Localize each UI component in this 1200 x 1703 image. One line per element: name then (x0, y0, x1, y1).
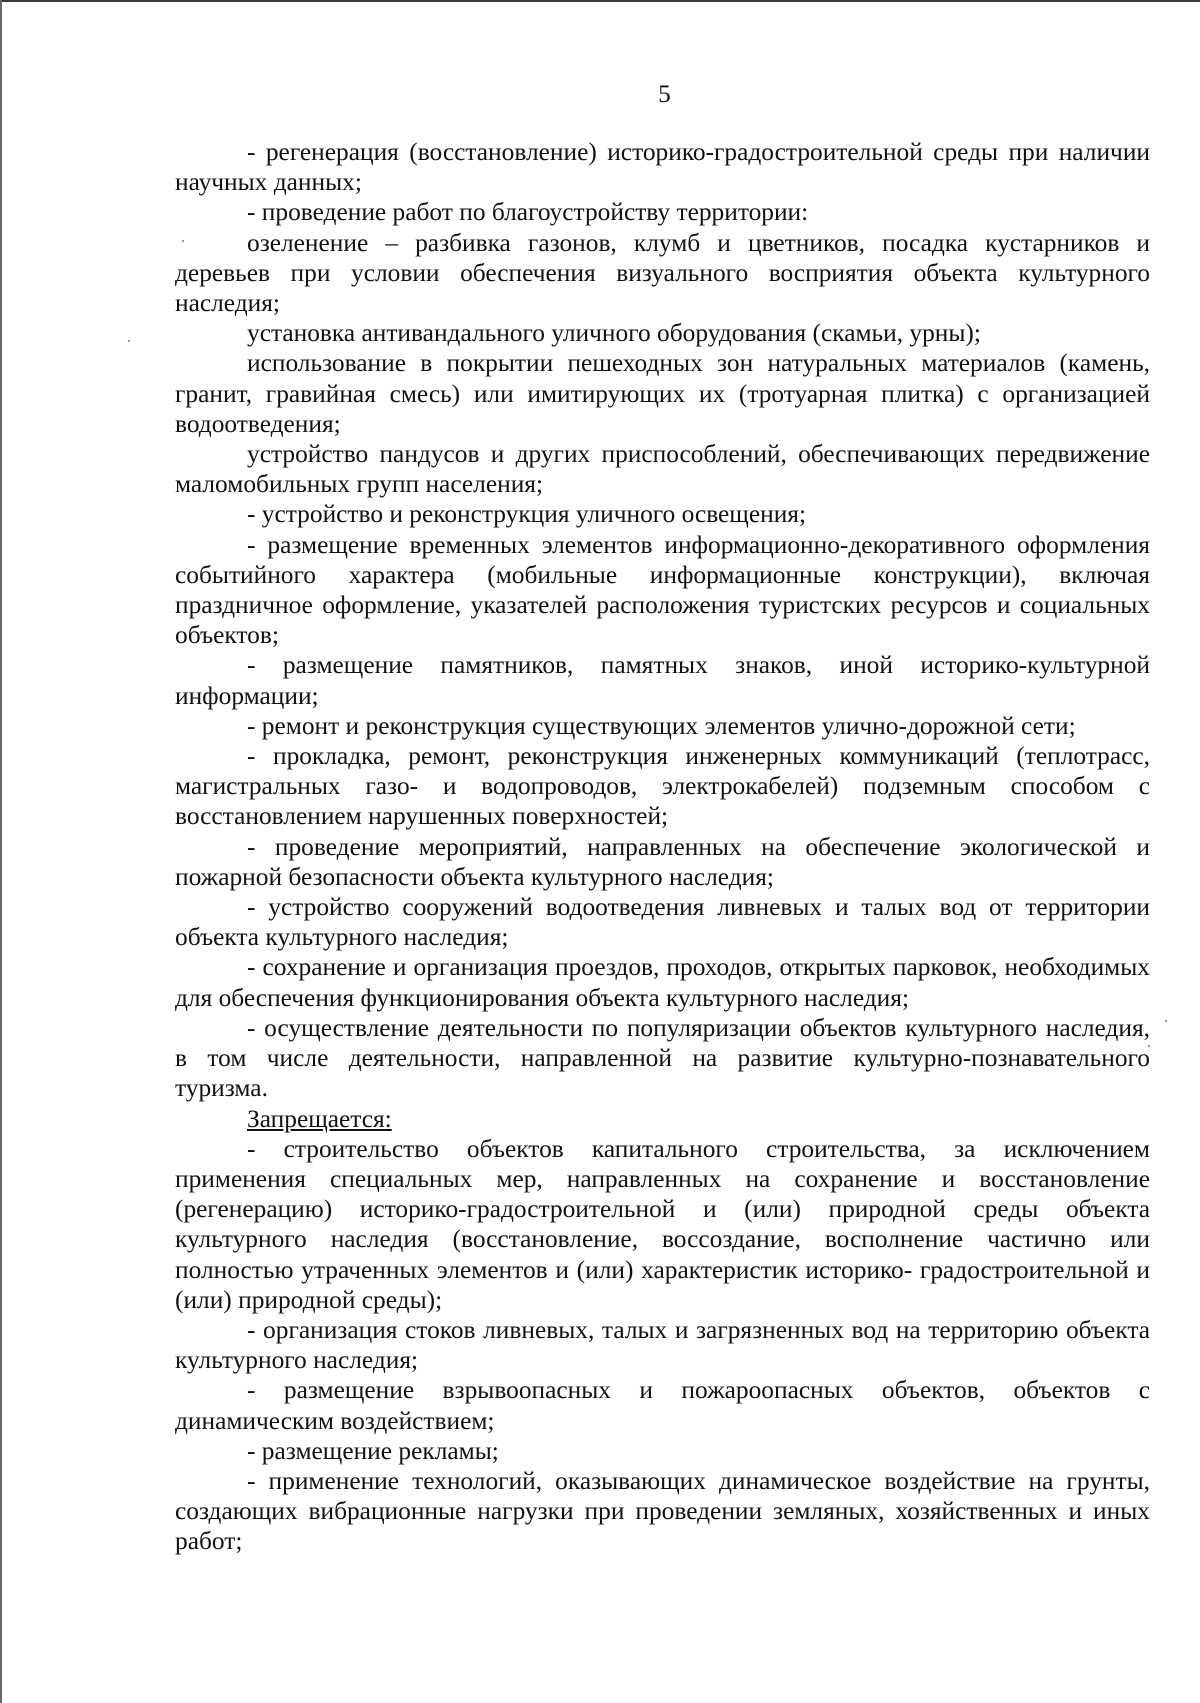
paragraph: - размещение памятников, памятных знаков, иной историко-культурной информации; (175, 651, 1150, 710)
prohibited-item: - применение технологий, оказывающих динамическое воздействие на грунты, создающих вибрационные нагрузки при проведении земляных, хозяйственных и иных работ; (175, 1466, 1150, 1556)
prohibited-item: - размещение взрывоопасных и пожароопасных объектов, объектов с динамическим воздействием; (175, 1376, 1150, 1435)
prohibited-item: - строительство объектов капитального строительства, за исключением применения специальных мер, направленных на сохранение и восстановление (регенерацию) историко-градостроительной и (или) природной среды объекта культурного наследия (восстановление, воссоздание, восполнение частично или полностью утраченных элементов и (или) характеристик историко- градостроительной и (или) природной среды); (175, 1134, 1150, 1314)
paragraph: - проведение работ по благоустройству территории: (247, 198, 809, 227)
prohibited-item: - организация стоков ливневых, талых и загрязненных вод на территорию объекта культурного наследия; (175, 1315, 1150, 1375)
paragraph: - размещение временных элементов информационно-декоративного оформления событийного характера (мобильные информационные конструкции), включая праздничное оформление, указателей расположения туристских ресурсов и социальных объектов; (175, 530, 1150, 650)
paragraph: - устройство сооружений водоотведения ливневых и талых вод от территории объекта культурного наследия; (175, 893, 1150, 952)
paragraph: - устройство и реконструкция уличного освещения; (247, 500, 807, 529)
paragraph: - регенерация (восстановление) историко-градостроительной среды при наличии научных данных; (175, 138, 1150, 197)
paragraph: устройство пандусов и других приспособлений, обеспечивающих передвижение маломобильных групп населения; (175, 440, 1150, 499)
paragraph: использование в покрытии пешеходных зон натуральных материалов (камень, гранит, гравийная смесь) или имитирующих их (тротуарная плитка) с организацией водоотведения; (175, 349, 1150, 438)
paragraph: - прокладка, ремонт, реконструкция инженерных коммуникаций (теплотрасс, магистральных газо- и водопроводов, электрокабелей) подземным способом с восстановлением нарушенных поверхностей; (175, 742, 1150, 831)
prohibited-item: - размещение рекламы; (247, 1436, 499, 1465)
scan-speck (1165, 1020, 1167, 1022)
prohibited-heading: Запрещается: (247, 1104, 392, 1133)
scan-speck (128, 340, 130, 342)
page-number: 5 (658, 81, 671, 108)
paragraph: - проведение мероприятий, направленных на обеспечение экологической и пожарной безопасности объекта культурного наследия; (175, 832, 1150, 891)
scan-edge-left (0, 0, 2, 1703)
paragraph: озеленение – разбивка газонов, клумб и цветников, посадка кустарников и деревьев при условии обеспечения визуального восприятия объекта культурного наследия; (175, 228, 1150, 318)
paragraph: - осуществление деятельности по популяризации объектов культурного наследия, в том числе деятельности, направленной на развитие культурно-познавательного туризма. (175, 1013, 1150, 1103)
paragraph: установка антивандального уличного оборудования (скамьи, урны); (247, 319, 981, 348)
document-body (175, 137, 1150, 1557)
paragraph: - сохранение и организация проездов, проходов, открытых парковок, необходимых для обеспечения функционирования объекта культурного наследия; (175, 953, 1150, 1012)
scan-edge-top (0, 0, 1200, 2)
paragraph: - ремонт и реконструкция существующих элементов улично-дорожной сети; (247, 711, 1076, 740)
